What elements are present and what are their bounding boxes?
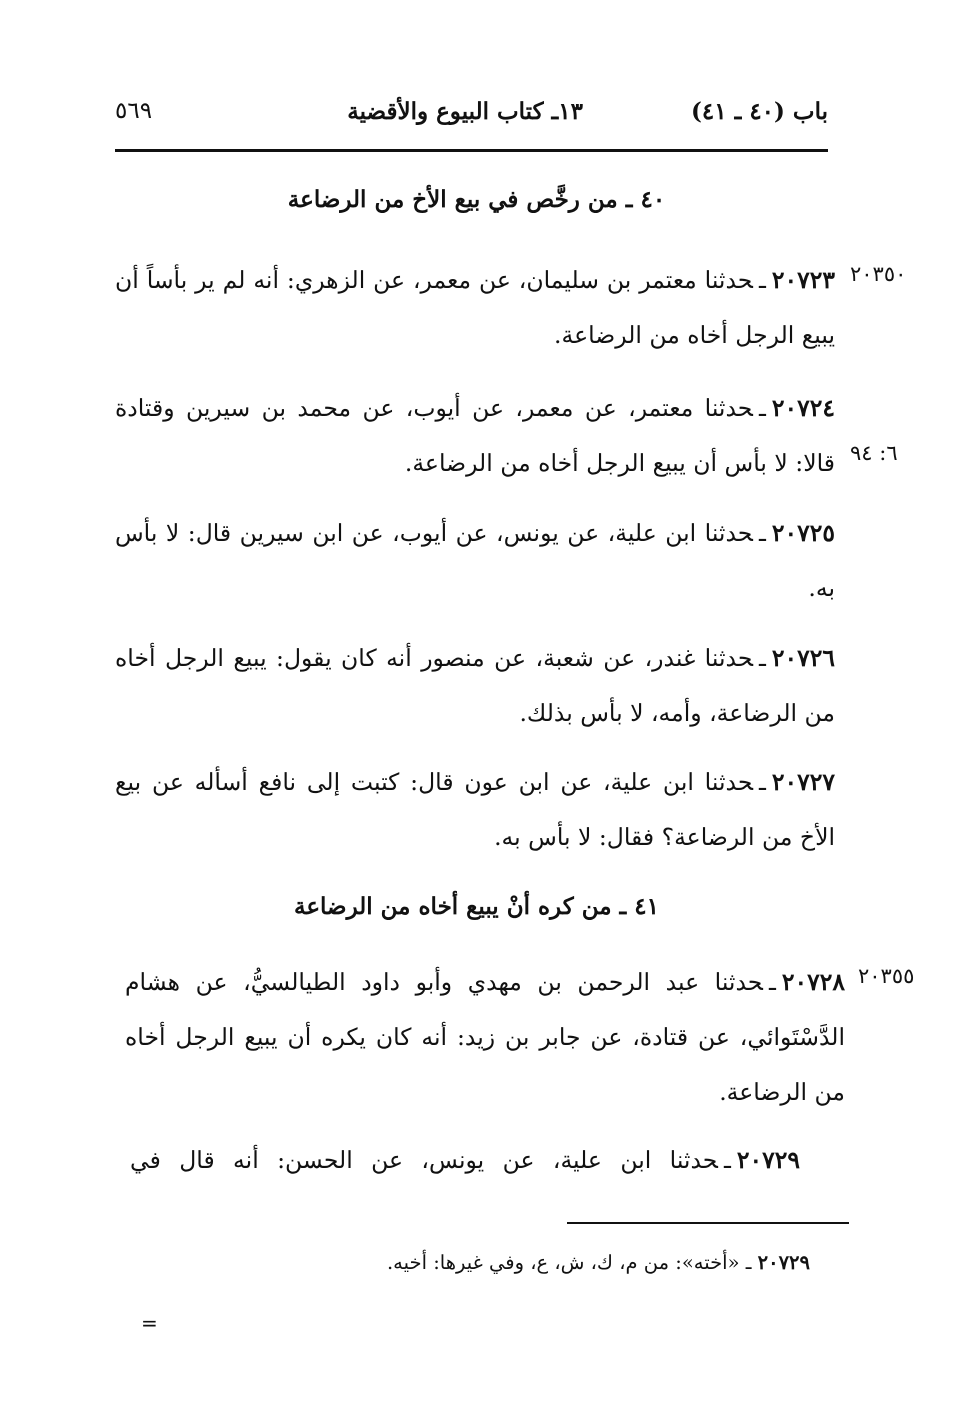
hadith-number: ٢٠٧٢٣ (771, 266, 835, 294)
book-title: ١٣ـ كتاب البيوع والأقضية (347, 98, 583, 125)
hadith-entry (115, 631, 835, 741)
dash-separator: ـ (723, 1146, 731, 1174)
hadith-entry (125, 955, 845, 1120)
dash-separator: ـ (768, 968, 776, 996)
page-number: ٥٦٩ (115, 98, 153, 124)
chapter-range: باب (٤٠ ـ ٤١) (690, 98, 828, 125)
dash-separator: ـ (758, 644, 766, 672)
footnote-text: «أخته»: من م، ك، ش، ع، وفي غيرها: أخيه. (386, 1251, 740, 1274)
margin-reference: ٢٠٣٥٥ (858, 964, 915, 988)
hadith-number: ٢٠٧٢٩ (736, 1146, 800, 1174)
hadith-text: حدثنا عبد الرحمن بن مهدي وأبو داود الطيالسيُّ، عن هشام الدَّسْتَوائي، عن قتادة، عن جابر بن زيد: أنه كان يكره أن يبيع الرجل أخاه من الرضاعة. (125, 968, 845, 1106)
dash-separator: ـ (758, 266, 766, 294)
hadith-text: حدثنا معتمر، عن معمر، عن أيوب، عن محمد بن سيرين وقتادة قالا: لا بأس أن يبيع الرجل أخاه من الرضاعة. (115, 394, 835, 477)
hadith-number: ٢٠٧٢٦ (771, 644, 835, 672)
hadith-text: حدثنا غندر، عن شعبة، عن منصور أنه كان يقول: يبيع الرجل أخاه من الرضاعة، وأمه، لا بأس بذلك. (115, 644, 835, 727)
hadith-entry (130, 1133, 800, 1188)
hadith-entry (115, 506, 835, 616)
dash-separator: ـ (745, 1251, 752, 1274)
hadith-text: حدثنا معتمر بن سليمان، عن معمر، عن الزهري: أنه لم ير بأساً أن يبيع الرجل أخاه من الرضاعة. (115, 266, 835, 349)
hadith-number: ٢٠٧٢٧ (771, 768, 835, 796)
footnote (200, 1247, 810, 1279)
hadith-number: ٢٠٧٢٥ (771, 519, 835, 547)
margin-reference: ٦: ٩٤ (850, 441, 898, 465)
hadith-text: حدثنا ابن علية، عن ابن عون قال: كتبت إلى نافع أسأله عن بيع الأخ من الرضاعة؟ فقال: لا بأس به. (115, 768, 835, 851)
hadith-entry (115, 381, 835, 491)
footnote-number: ٢٠٧٢٩ (757, 1251, 810, 1274)
hadith-entry (115, 755, 835, 865)
running-header (115, 96, 828, 136)
header-rule (115, 149, 828, 152)
margin-reference: ٢٠٣٥٠ (850, 262, 907, 286)
dash-separator: ـ (758, 768, 766, 796)
footnote-rule (567, 1222, 849, 1224)
section-heading: ٤١ ـ من كره أنْ يبيع أخاه من الرضاعة (293, 893, 659, 920)
hadith-text: حدثنا ابن علية، عن يونس، عن أيوب، عن ابن سيرين قال: لا بأس به. (115, 519, 835, 602)
hadith-number: ٢٠٧٢٤ (771, 394, 835, 422)
hadith-entry (115, 253, 835, 363)
hadith-number: ٢٠٧٢٨ (781, 968, 845, 996)
section-heading: ٤٠ ـ من رخَّص في بيع الأخ من الرضاعة (287, 186, 666, 213)
continuation-mark: = (141, 1311, 158, 1335)
dash-separator: ـ (758, 394, 766, 422)
dash-separator: ـ (758, 519, 766, 547)
hadith-text: حدثنا ابن علية، عن يونس، عن الحسن: أنه قال في (130, 1146, 718, 1174)
